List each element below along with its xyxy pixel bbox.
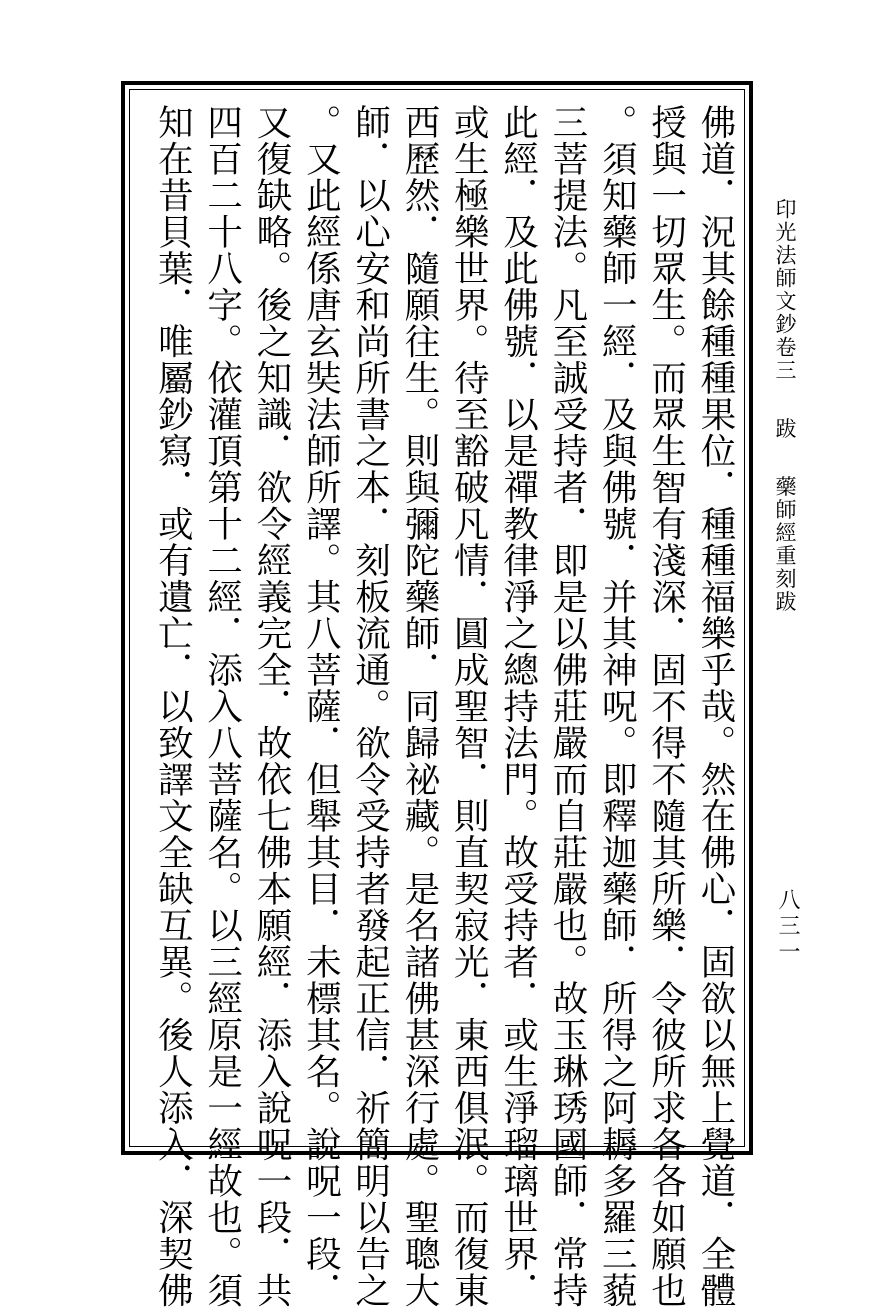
text-column-10: 又復缺略。後之知識．欲令經義完全．故依七佛本願經．添入說呪一段．共: [250, 104, 292, 1309]
section-title: 跋: [773, 417, 797, 441]
book-title: 印光法師文鈔卷三: [773, 198, 797, 382]
text-column-3: 。須知藥師一經．及與佛號．并其神呪。即釋迦藥師．所得之阿耨多羅三藐: [596, 104, 638, 1309]
text-column-2: 授與一切眾生。而眾生智有淺深．固不得不隨其所樂．令彼所求各各如願也: [645, 104, 687, 1309]
text-column-12: 知在昔貝葉．唯屬鈔寫．或有遺亡．以致譯文全缺互異。後人添入．深契佛: [152, 104, 194, 1309]
text-column-8: 師．以心安和尚所書之本．刻板流通。欲令受持者發起正信．祈簡明以告之: [349, 104, 391, 1309]
text-column-7: 西歷然．隨願往生。則與彌陀藥師．同歸祕藏。是名諸佛甚深行處。聖聰大: [398, 104, 440, 1309]
text-column-11: 四百二十八字。依灌頂第十二經．添入八菩薩名。以三經原是一經故也。須: [201, 104, 243, 1309]
text-column-1: 佛道．況其餘種種果位．種種福樂乎哉。然在佛心．固欲以無上覺道．全體: [694, 104, 736, 1309]
running-header: [770, 198, 800, 614]
text-column-5: 此經．及此佛號．以是禪教律淨之總持法門。故受持者．或生淨瑠璃世界．: [497, 104, 539, 1309]
article-title: 藥師經重刻跋: [773, 475, 797, 614]
text-column-6: 或生極樂世界。待至豁破凡情．圓成聖智．則直契寂光．東西俱泯。而復東: [448, 104, 490, 1309]
text-column-4: 三菩提法。凡至誠受持者．即是以佛莊嚴而自莊嚴也。故玉琳琇國師．常持: [546, 104, 588, 1309]
body-text: [135, 96, 739, 1309]
page-number: 八三一: [775, 888, 800, 966]
text-column-9: 。又此經係唐玄奘法師所譯。其八菩薩．但舉其目．未標其名。說呪一段．: [300, 104, 342, 1309]
